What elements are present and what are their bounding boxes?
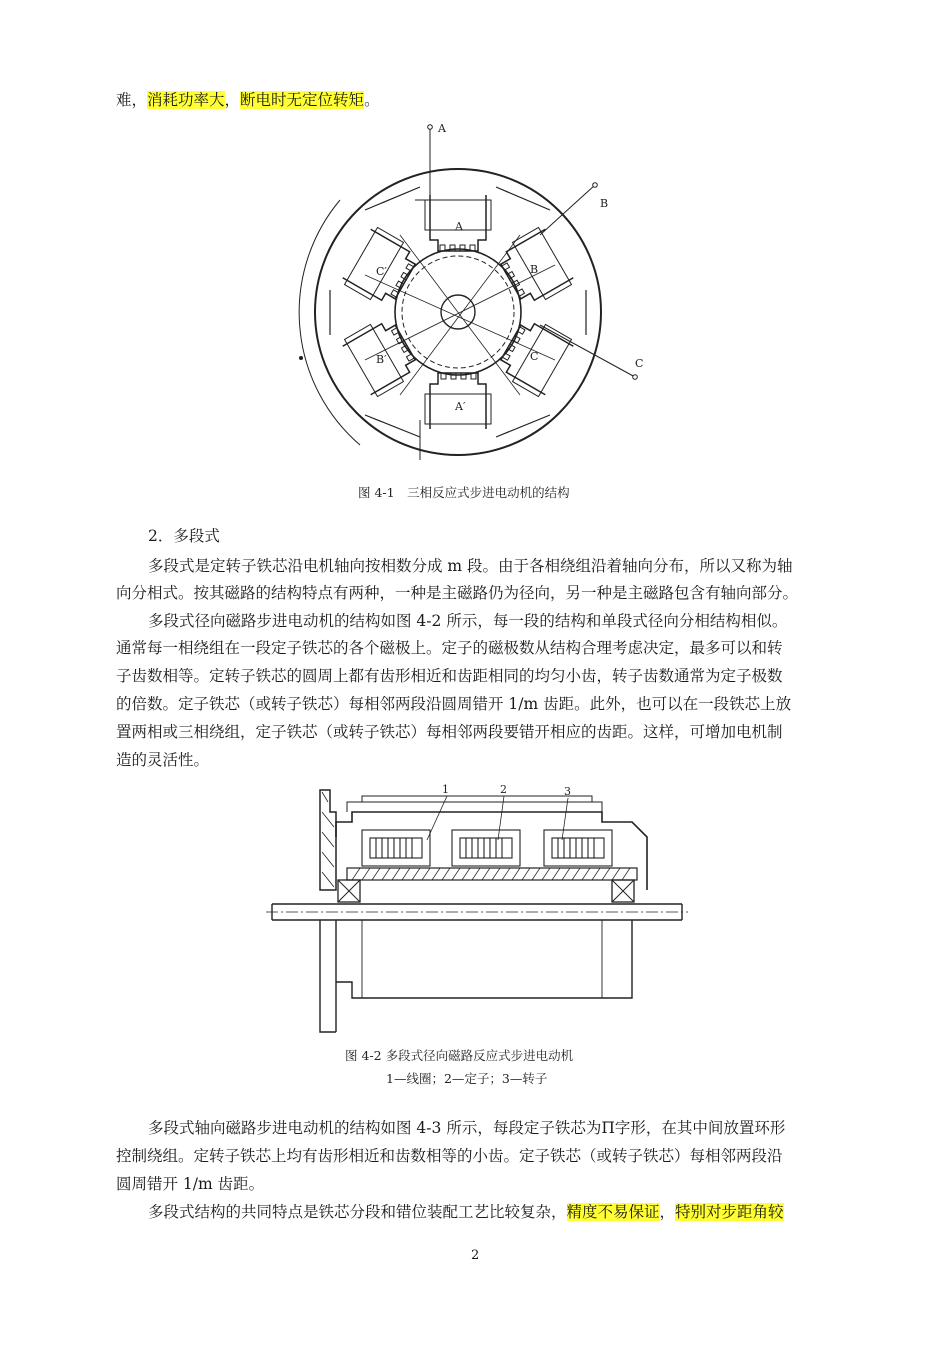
para3-line3: 圆周错开 1/m 齿距。 — [116, 1175, 265, 1193]
figure-4-2-caption: 图 4-2 多段式径向磁路反应式步进电动机 — [345, 1048, 574, 1063]
para1-line1: 多段式是定转子铁芯沿电机轴向按相数分成 m 段。由于各相绕组沿着轴向分布，所以又称为轴 — [148, 557, 793, 575]
page-number: 2 — [471, 1248, 480, 1263]
top-line-post: 。 — [364, 91, 380, 109]
label-C-terminal: C — [635, 357, 644, 370]
label-Cp-pole: C′ — [376, 265, 387, 278]
label-Bp-pole: B′ — [376, 353, 387, 366]
label-3-rotor: 3 — [564, 785, 571, 798]
highlight-torque: 断电时无定位转矩 — [240, 91, 365, 109]
para2-line5: 置两相或三相绕组，定子铁芯（或转子铁芯）每相邻两段要错开相应的齿距。这样，可增加电机制 — [116, 723, 783, 741]
label-B-pole: B — [530, 263, 539, 276]
figure-4-2-subcaption: 1—线圈；2—定子；3—转子 — [386, 1071, 548, 1086]
para4-line1 — [148, 1202, 784, 1222]
top-line-pre: 难， — [116, 91, 148, 109]
top-line — [116, 90, 380, 110]
label-C-pole: C — [530, 350, 539, 363]
para4-pre: 多段式结构的共同特点是铁芯分段和错位装配工艺比较复杂， — [148, 1203, 567, 1221]
figure-4-2-diagram — [262, 782, 692, 1042]
para2-line3: 子齿数相等。定转子铁芯的圆周上都有齿形相近和齿距相同的均匀小齿，转子齿数通常为定子极数 — [116, 667, 783, 685]
para4-mid: ， — [659, 1203, 676, 1221]
para2-line4: 的倍数。定子铁芯（或转子铁芯）每相邻两段沿圆周错开 1/m 齿距。此外，也可以在一段铁芯上放 — [116, 695, 792, 713]
section-heading: 2．多段式 — [148, 527, 220, 545]
label-Ap-pole: A′ — [455, 400, 466, 413]
para1-line2: 向分相式。按其磁路的结构特点有两种，一种是主磁路仍为径向，另一种是主磁路包含有轴向部分。 — [116, 584, 799, 602]
figure-4-1-diagram — [290, 115, 660, 475]
para2-line1: 多段式径向磁路步进电动机的结构如图 4-2 所示，每一段的结构和单段式径向分相结构相似。 — [148, 612, 788, 630]
para3-line1: 多段式轴向磁路步进电动机的结构如图 4-3 所示，每段定子铁芯为Π字形，在其中间放置环形 — [148, 1119, 786, 1137]
figure-4-1-caption: 图 4-1 三相反应式步进电动机的结构 — [358, 485, 570, 500]
label-A-pole: A — [455, 220, 463, 233]
highlight-precision: 精度不易保证 — [566, 1203, 660, 1221]
label-2-stator: 2 — [500, 783, 507, 796]
highlight-step-angle: 特别对步距角较 — [675, 1203, 784, 1221]
label-A-terminal: A — [438, 122, 446, 135]
para2-line2: 通常每一相绕组在一段定子铁芯的各个磁极上。定子的磁极数从结构合理考虑决定，最多可以和转 — [116, 639, 783, 657]
highlight-power: 消耗功率大 — [147, 91, 225, 109]
label-B-terminal: B — [600, 197, 609, 210]
label-1-coil: 1 — [442, 783, 449, 796]
para3-line2: 控制绕组。定转子铁芯上均有齿形相近和齿数相等的小齿。定子铁芯（或转子铁芯）每相邻两段沿 — [116, 1147, 783, 1165]
para2-line6: 造的灵活性。 — [116, 751, 210, 769]
top-line-mid: ， — [224, 91, 241, 109]
